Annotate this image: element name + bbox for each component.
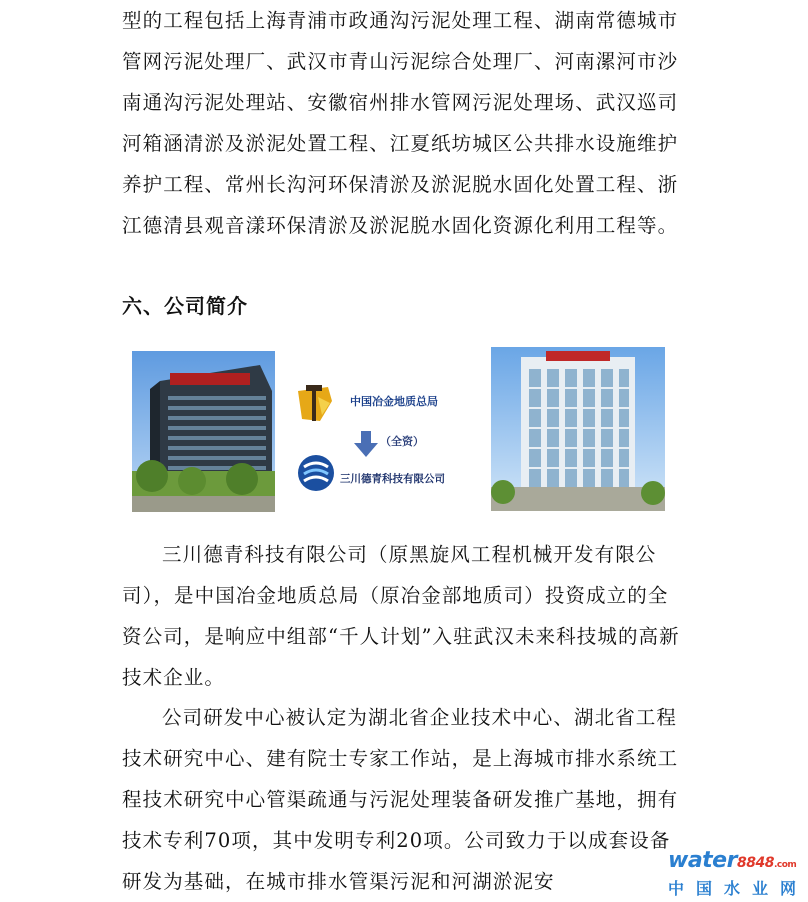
paragraph-company-profile: 三川德青科技有限公司（原黑旋风工程机械开发有限公司），是中国冶金地质总局（原冶金部地质司）投资成立的全资公司，是响应中组部“千人计划”入驻武汉未来科技城的高新技术企业。 — [122, 543, 680, 689]
arrow-down-icon — [354, 431, 378, 457]
office-building-photo — [132, 351, 275, 512]
paragraph-project-list: 型的工程包括上海青浦市政通沟污泥处理工程、湖南常德城市管网污泥处理厂、武汉市青山污泥综合处理厂、河南漯河市沙南通沟污泥处理站、安徽宿州排水管网污泥处理场、武汉巡司河箱涵清淤及淤泥处置工程、江夏纸坊城区公共排水设施维护养护工程、常州长沟河环保清淤及淤泥脱水固化处置工程、浙江德清县观音漾环保清淤及淤泥脱水固化资源化利用工程等。 — [122, 9, 679, 237]
watermark-number: 8848 — [736, 855, 774, 871]
sanchuan-deqing-logo — [296, 453, 336, 493]
section-heading: 六、公司简介 — [122, 294, 248, 318]
metallurgical-geology-logo — [292, 381, 336, 425]
ownership-diagram — [292, 371, 482, 501]
ownership-label: （全资） — [380, 435, 424, 448]
site-watermark — [668, 848, 808, 898]
watermark-brand — [668, 848, 796, 873]
office-tower-photo — [491, 347, 665, 511]
watermark-brand-text: water — [668, 848, 737, 873]
company-structure-figure — [132, 347, 664, 513]
paragraph-rd-center: 公司研发中心被认定为湖北省企业技术中心、湖北省工程技术研究中心、建有院士专家工作站，是上海城市排水系统工程技术研究中心管渠疏通与污泥处理装备研发推广基地，拥有技术专利70项，其中发明专利20项。公司致力于以成套设备研发为基础，在城市排水管渠污泥和河湖淤泥安 — [122, 706, 679, 893]
subsidiary-name: 三川德青科技有限公司 — [340, 473, 445, 485]
parent-org-name: 中国冶金地质总局 — [350, 395, 438, 408]
watermark-cn-name: 中国水业网 — [668, 879, 808, 898]
watermark-suffix: .com — [773, 860, 797, 870]
